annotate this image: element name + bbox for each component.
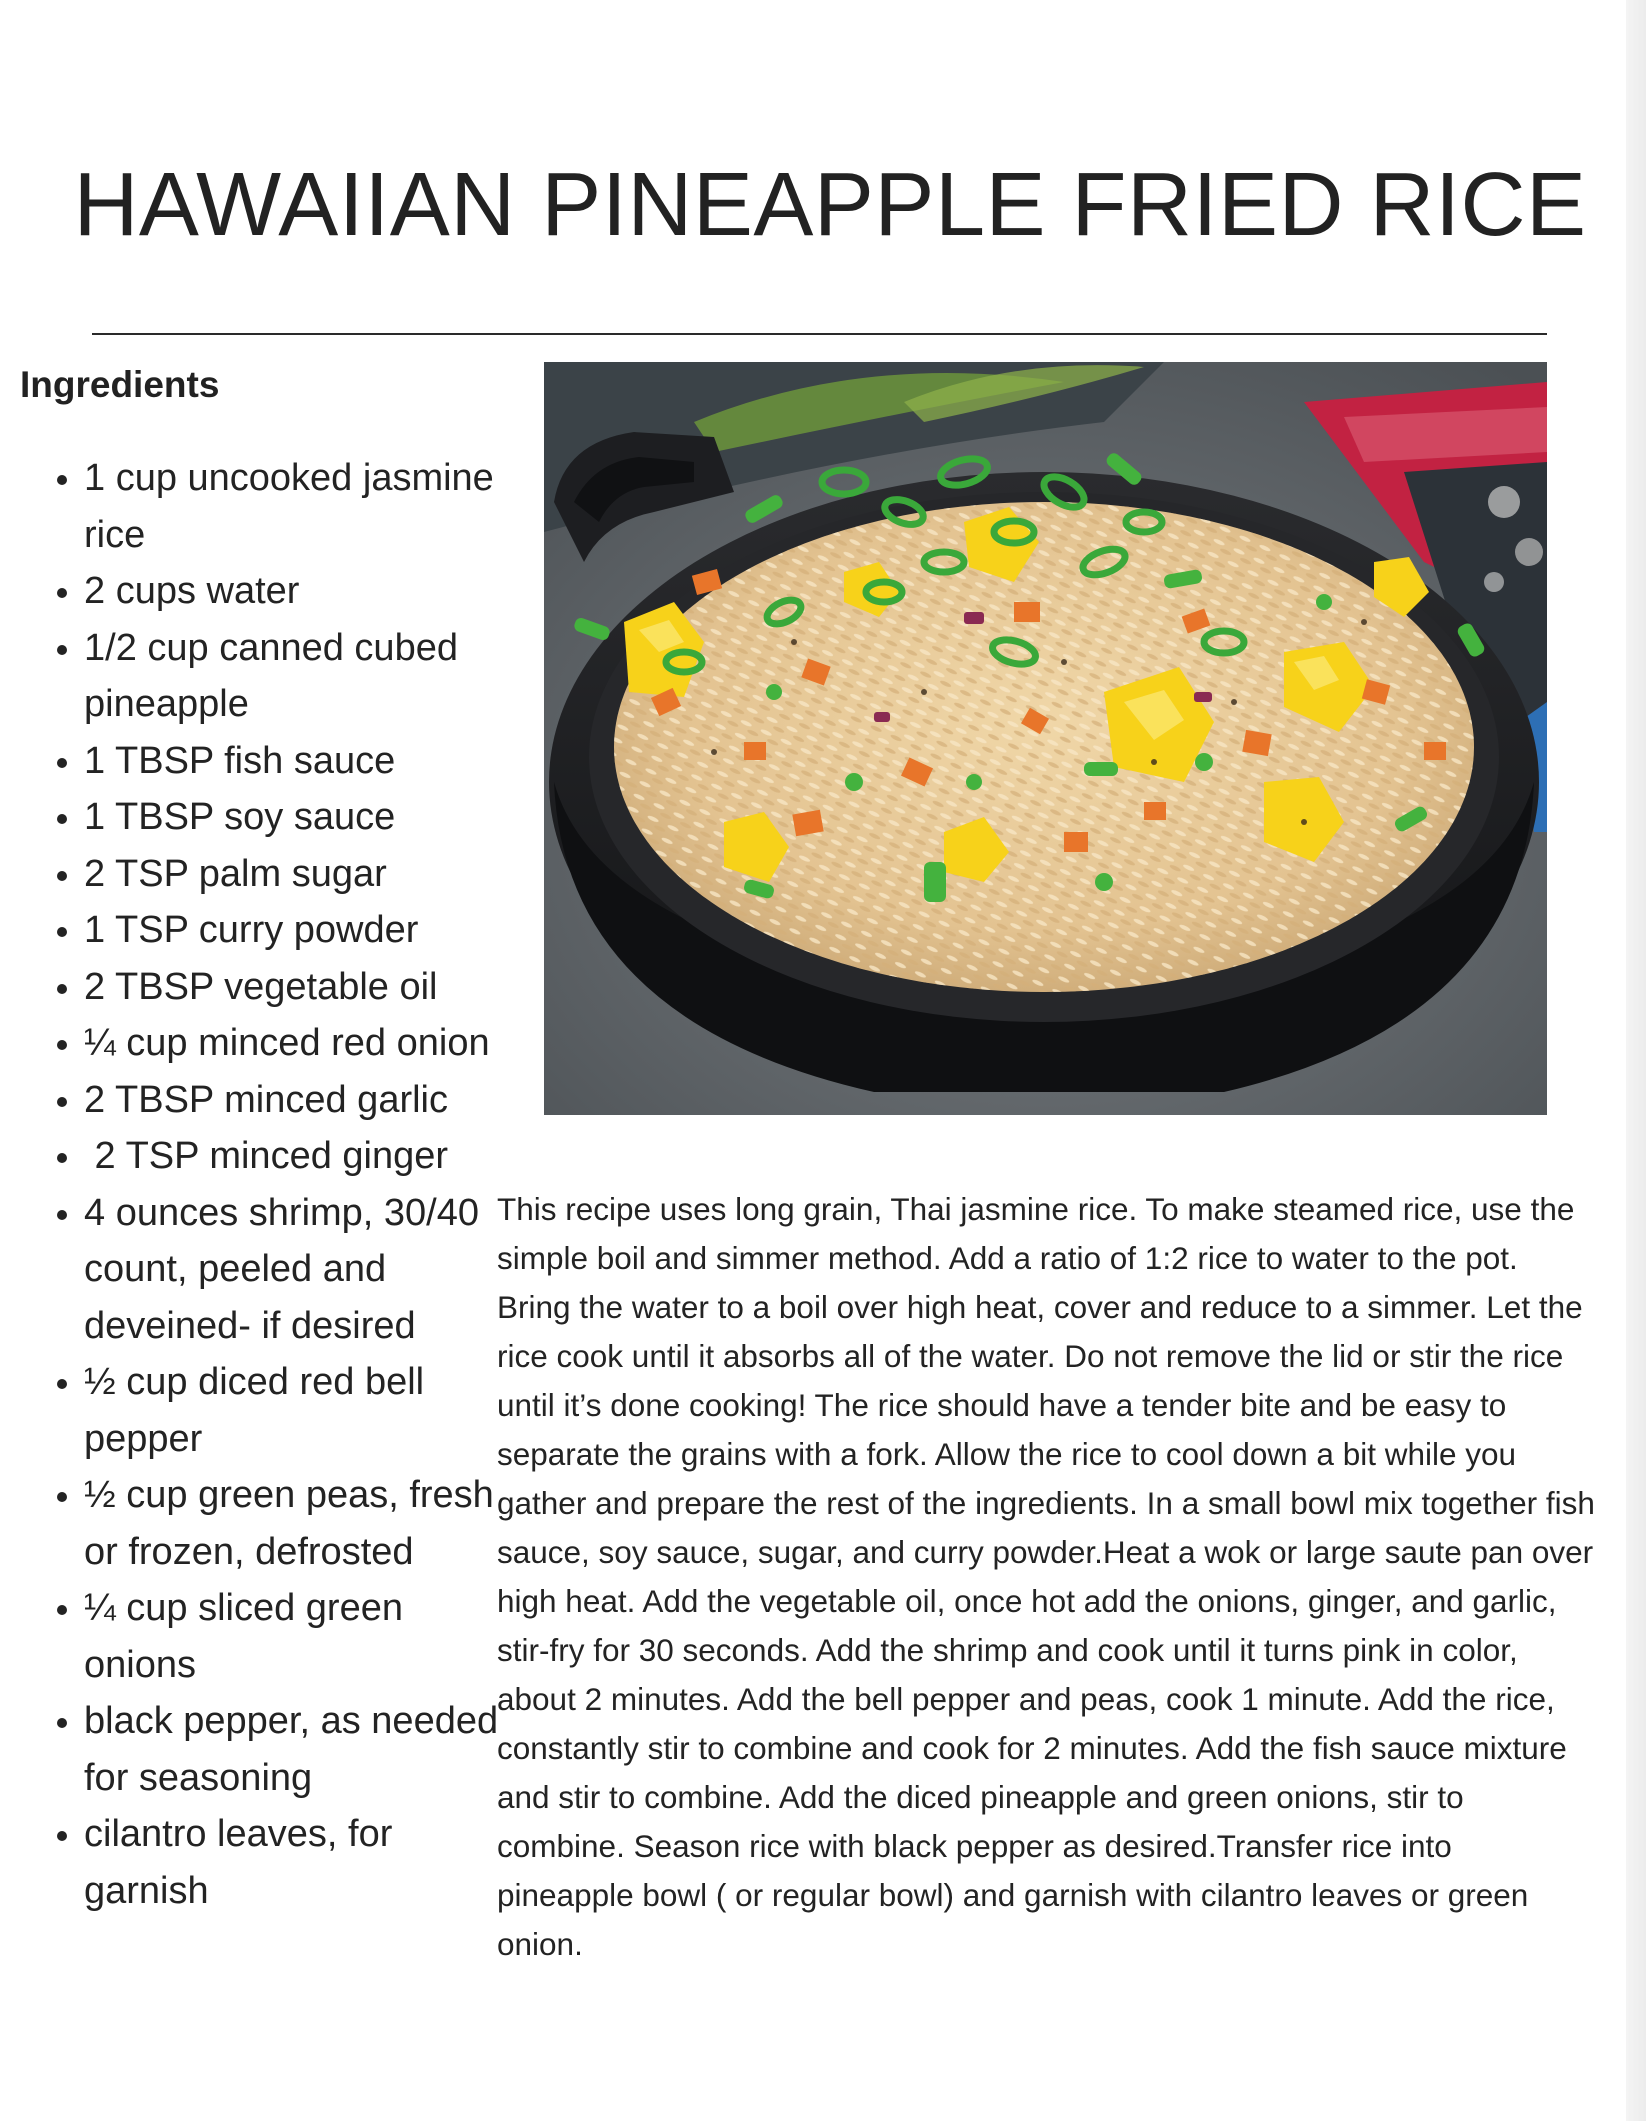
ingredient-item: • 2 TBSP vegetable oil	[84, 959, 505, 1016]
ingredient-item: • 1 TSP curry powder	[84, 902, 505, 959]
fried-rice-photo	[544, 362, 1547, 1115]
ingredient-item: • ¼ cup sliced green onions	[84, 1580, 505, 1693]
ingredient-item: • 2 TSP minced ginger	[84, 1128, 505, 1185]
fried-rice-in-skillet-photo	[544, 362, 1547, 1115]
ingredient-item: • ½ cup diced red bell pepper	[84, 1354, 505, 1467]
ingredient-item: • 1 TBSP fish sauce	[84, 733, 505, 790]
ingredient-item: • cilantro leaves, for garnish	[84, 1806, 505, 1919]
ingredients-heading: Ingredients	[20, 364, 220, 405]
ingredient-item: • 4 ounces shrimp, 30/40 count, peeled and deveined- if desired	[84, 1185, 505, 1355]
ingredient-item: • 2 cups water	[84, 563, 505, 620]
ingredients-list	[20, 450, 505, 1919]
ingredient-item: • 1/2 cup canned cubed pineapple	[84, 620, 505, 733]
method-paragraph: This recipe uses long grain, Thai jasmine rice. To make steamed rice, use the simple boil and simmer method. Add a ratio of 1:2 rice to water to the pot. Bring the water to a boil over high heat, cover and reduce to a simmer. Let the rice cook until it absorbs all of the water. Do not remove the lid or stir the rice until it’s done cooking! The rice should have a tender bite and be easy to separate the grains with a fork. Allow the rice to cool down a bit while you gather and prepare the rest of the ingredients. In a small bowl mix together fish sauce, soy sauce, sugar, and curry powder.Heat a wok or large saute pan over high heat. Add the vegetable oil, once hot add the onions, ginger, and garlic, stir-fry for 30 seconds. Add the shrimp and cook until it turns pink in color, about 2 minutes. Add the bell pepper and peas, cook 1 minute. Add the rice, constantly stir to combine and cook for 2 minutes. Add the fish sauce mixture and stir to combine. Add the diced pineapple and green onions, stir to combine. Season rice with black pepper as desired.Transfer rice into pineapple bowl ( or regular bowl) and garnish with cilantro leaves or green onion.	[497, 1191, 1595, 1962]
ingredient-item: • 2 TBSP minced garlic	[84, 1072, 505, 1129]
ingredient-item: • 1 TBSP soy sauce	[84, 789, 505, 846]
recipe-title: HAWAIIAN PINEAPPLE FRIED RICE	[73, 155, 1587, 255]
ingredient-item: • black pepper, as needed for seasoning	[84, 1693, 505, 1806]
ingredient-item: • 1 cup uncooked jasmine rice	[84, 450, 505, 563]
page-edge-shade	[1626, 0, 1646, 2121]
ingredient-item: • ¼ cup minced red onion	[84, 1015, 505, 1072]
ingredient-item: • 2 TSP palm sugar	[84, 846, 505, 903]
ingredient-item: • ½ cup green peas, fresh or frozen, defrosted	[84, 1467, 505, 1580]
title-divider	[92, 333, 1547, 335]
